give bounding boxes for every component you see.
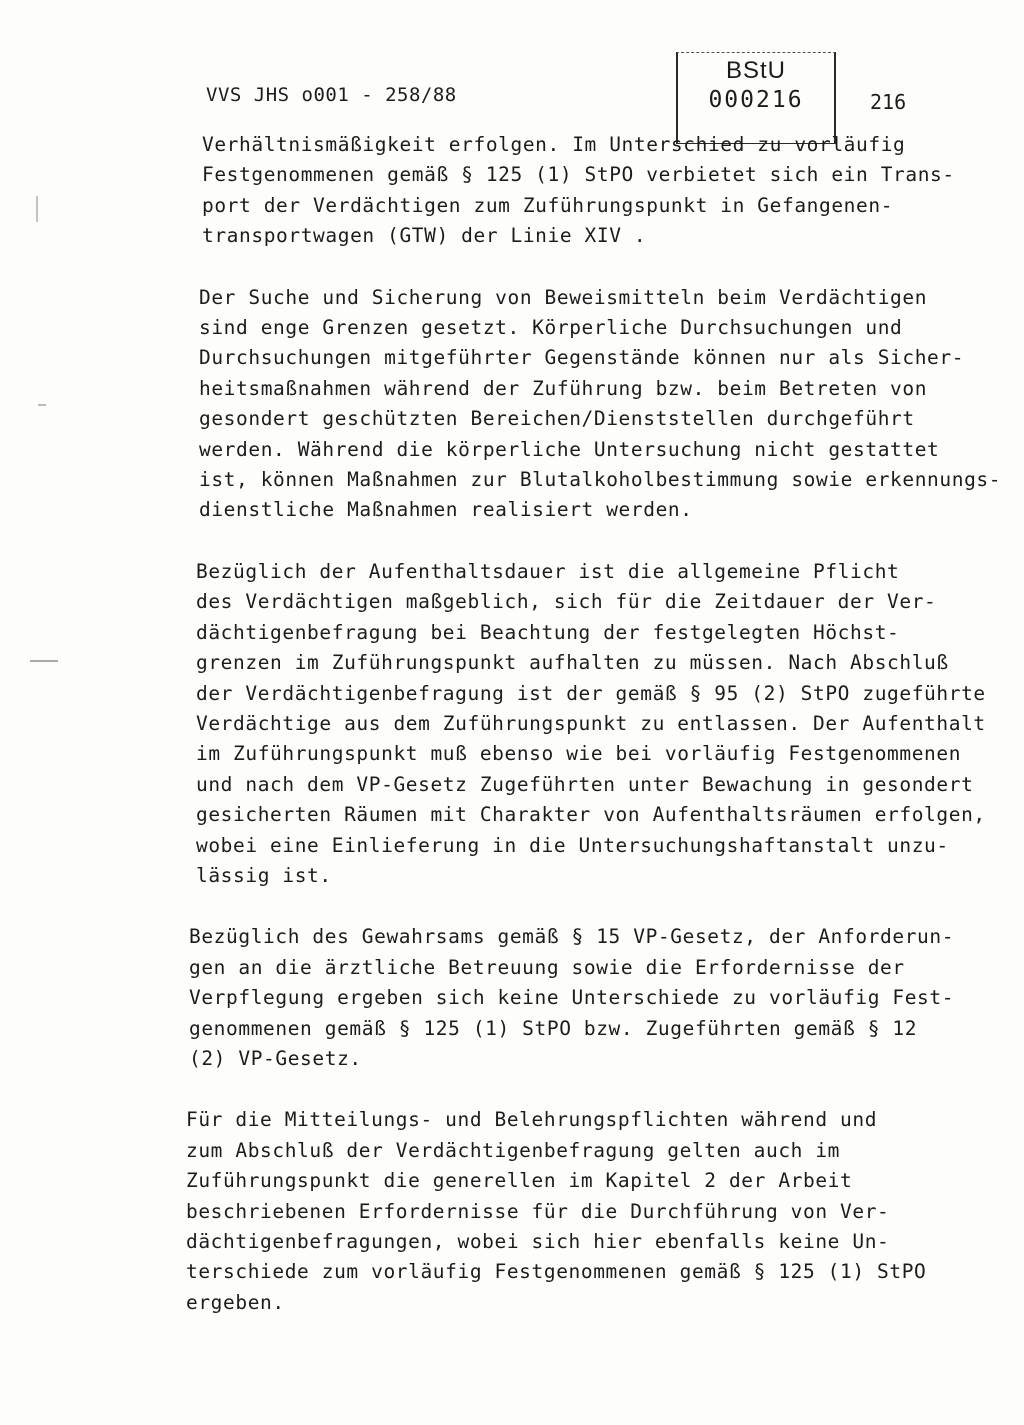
text-line: werden. Während die körperliche Untersuchung nicht gestattet [199, 437, 940, 461]
text-line: Verhältnismäßigkeit erfolgen. Im Unterschied zu vorläufig [202, 133, 906, 156]
text-line: Festgenommenen gemäß § 125 (1) StPO verbietet sich ein Trans- [202, 163, 955, 187]
text-line: gen an die ärztliche Betreuung sowie die Erfordernisse der [189, 955, 905, 979]
page-number: 216 [870, 90, 907, 114]
text-line: Der Suche und Sicherung von Beweismitteln beim Verdächtigen [199, 285, 928, 309]
body-text [186, 130, 1001, 1318]
text-line: Bezüglich des Gewahrsams gemäß § 15 VP-Gesetz, der Anforderun- [189, 925, 955, 949]
text-line: heitsmaßnahmen während der Zuführung bzw. beim Betreten von [199, 376, 928, 400]
paragraph [199, 283, 1001, 526]
text-line: der Verdächtigenbefragung ist der gemäß § 95 (2) StPO zugeführte [196, 681, 986, 705]
text-line: Durchsuchungen mitgeführter Gegenstände können nur als Sicher- [199, 346, 965, 370]
text-line: transportwagen (GTW) der Linie XIV . [202, 224, 647, 248]
text-line: grenzen im Zuführungspunkt aufhalten zu müssen. Nach Abschluß [196, 651, 949, 675]
text-line: Für die Mitteilungs- und Belehrungspflichten während und [186, 1108, 878, 1132]
text-line: Bezüglich der Aufenthaltsdauer ist die allgemeine Pflicht [196, 559, 900, 583]
paragraph [189, 922, 1001, 1074]
text-line: im Zuführungspunkt muß ebenso wie bei vorläufig Festgenommenen [196, 742, 962, 766]
paragraph [186, 1105, 1001, 1318]
text-line: ist, können Maßnahmen zur Blutalkoholbestimmung sowie erkennungs- [199, 468, 1002, 492]
text-line: sind enge Grenzen gesetzt. Körperliche Durchsuchungen und [199, 316, 903, 340]
text-line: lässig ist. [196, 863, 332, 887]
text-line: port der Verdächtigen zum Zuführungspunkt in Gefangenen- [202, 193, 894, 217]
stamp-number: 000216 [708, 87, 804, 113]
text-line: beschriebenen Erfordernisse für die Durchführung von Ver- [186, 1199, 890, 1223]
text-line: dächtigenbefragungen, wobei sich hier ebenfalls keine Un- [186, 1230, 890, 1253]
margin-mark [30, 660, 58, 662]
text-line: Verdächtige aus dem Zuführungspunkt zu entlassen. Der Aufenthalt [196, 711, 986, 735]
margin-mark [38, 404, 46, 406]
text-line: Zuführungspunkt die generellen im Kapitel 2 der Arbeit [186, 1169, 853, 1193]
text-line: zum Abschluß der Verdächtigenbefragung gelten auch im [186, 1138, 841, 1162]
paragraph [202, 130, 1001, 252]
text-line: genommenen gemäß § 125 (1) StPO bzw. Zugeführten gemäß § 12 [189, 1016, 918, 1040]
text-line: (2) VP-Gesetz. [189, 1046, 362, 1070]
text-line: terschiede zum vorläufig Festgenommenen gemäß § 125 (1) StPO [186, 1260, 927, 1284]
stamp-label: BStU [725, 57, 786, 84]
text-line: des Verdächtigen maßgeblich, sich für die Zeitdauer der Ver- [196, 590, 937, 614]
text-line: und nach dem VP-Gesetz Zugeführten unter Bewachung in gesondert [196, 772, 974, 796]
text-line: gesondert geschützten Bereichen/Dienststellen durchgeführt [199, 407, 915, 431]
document-reference: VVS JHS o001 - 258/88 [206, 84, 457, 106]
text-line: dächtigenbefragung bei Beachtung der festgelegten Höchst- [196, 620, 900, 644]
margin-mark [36, 196, 38, 222]
text-line: Verpflegung ergeben sich keine Unterschiede zu vorläufig Fest- [189, 986, 955, 1010]
text-line: wobei eine Einlieferung in die Untersuchungshaftanstalt unzu- [196, 833, 949, 857]
text-line: dienstliche Maßnahmen realisiert werden. [199, 498, 693, 522]
text-line: gesicherten Räumen mit Charakter von Aufenthaltsräumen erfolgen, [196, 803, 986, 827]
paragraph [196, 557, 1001, 891]
text-line: ergeben. [186, 1290, 285, 1314]
